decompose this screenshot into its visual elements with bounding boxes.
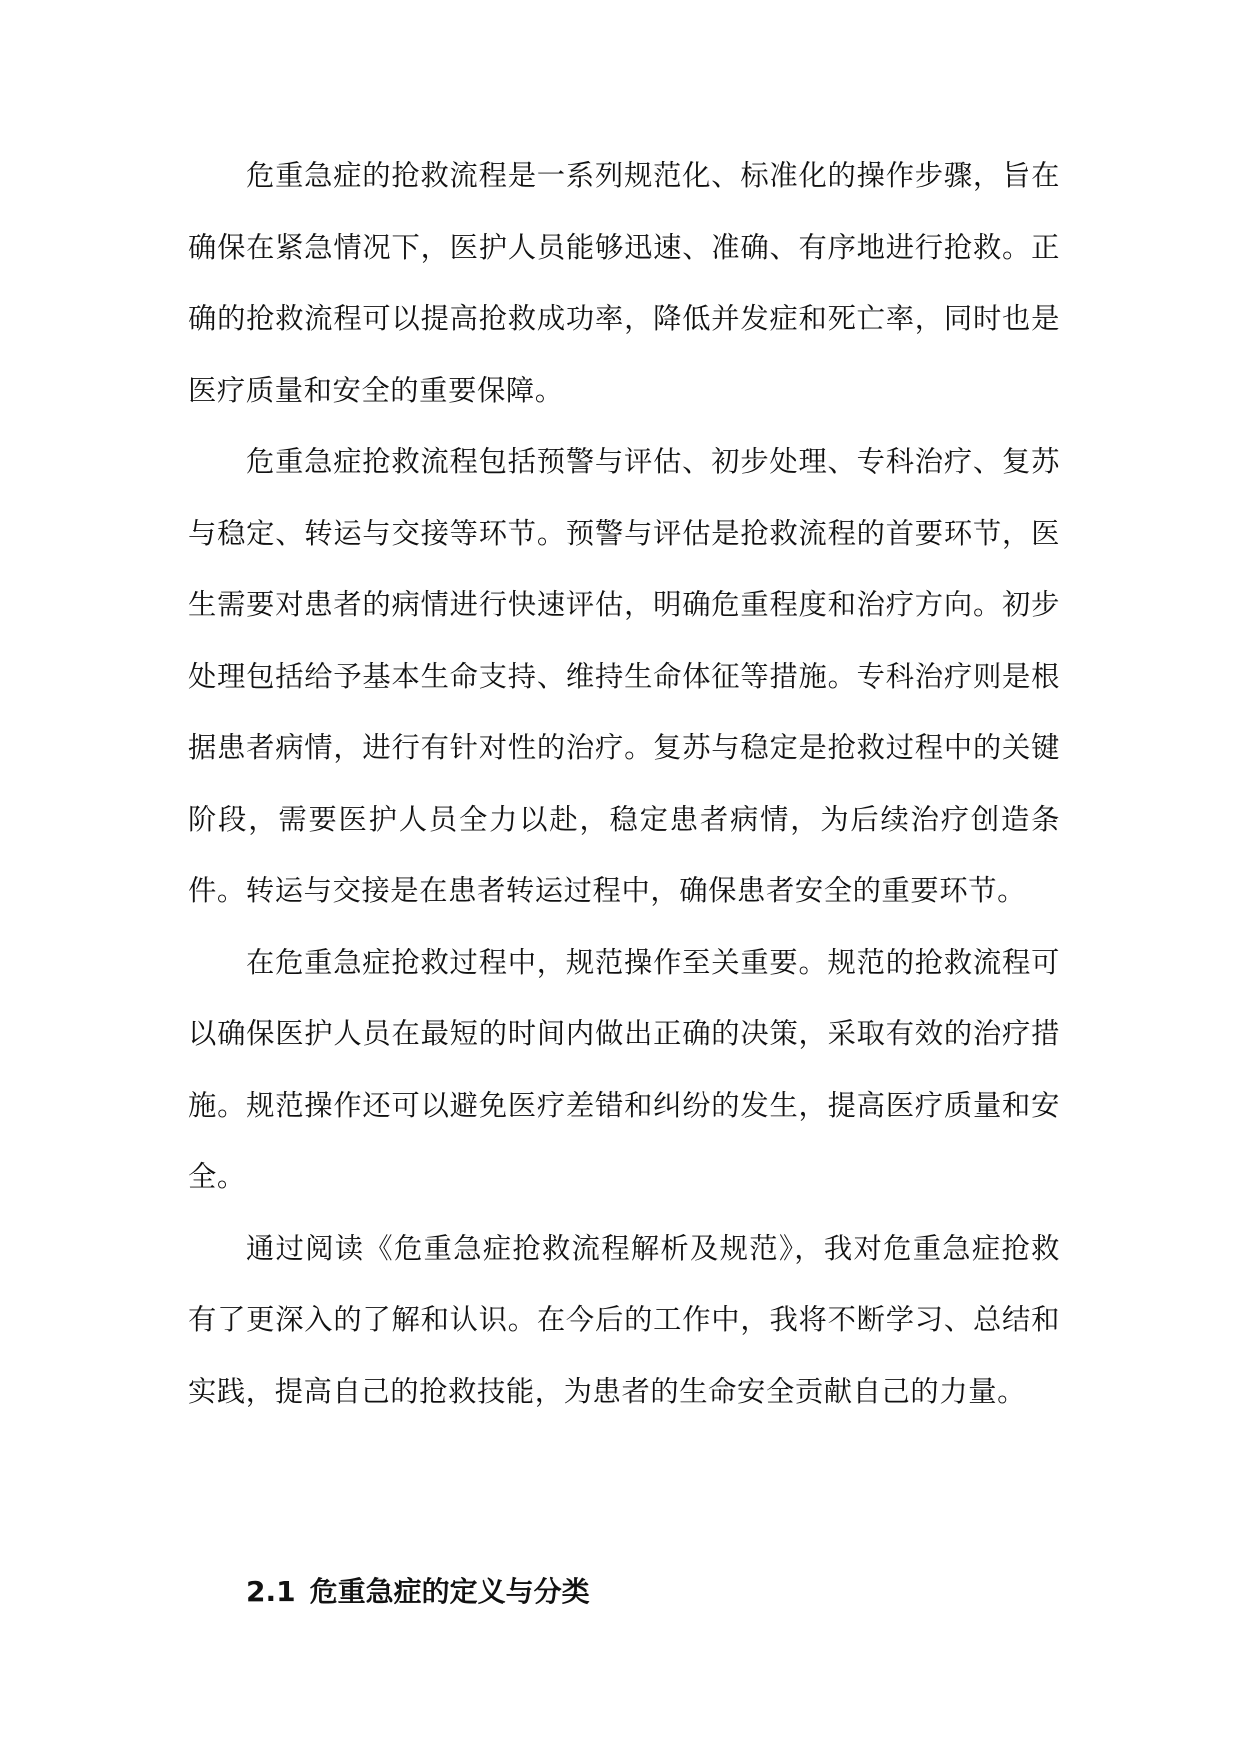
paragraph-4: 通过阅读《危重急症抢救流程解析及规范》，我对危重急症抢救有了更深入的了解和认识。在今后的工作中，我将不断学习、总结和实践，提高自己的抢救技能，为患者的生命安全贡献自己的力量。 [188,1231,1060,1408]
section-heading [246,1574,590,1610]
paragraph-1: 危重急症的抢救流程是一系列规范化、标准化的操作步骤，旨在确保在紧急情况下，医护人员能够迅速、准确、有序地进行抢救。正确的抢救流程可以提高抢救成功率，降低并发症和死亡率，同时也是医疗质量和安全的重要保障。 [188,159,1060,407]
paragraph-3: 在危重急症抢救过程中，规范操作至关重要。规范的抢救流程可以确保医护人员在最短的时间内做出正确的决策，采取有效的治疗措施。规范操作还可以避免医疗差错和纠纷的发生，提高医疗质量和安全。 [188,945,1060,1193]
section-number: 2.1 [246,1575,296,1608]
document-body [188,140,1060,1427]
paragraph-2: 危重急症抢救流程包括预警与评估、初步处理、专科治疗、复苏与稳定、转运与交接等环节。预警与评估是抢救流程的首要环节，医生需要对患者的病情进行快速评估，明确危重程度和治疗方向。初步处理包括给予基本生命支持、维持生命体征等措施。专科治疗则是根据患者病情，进行有针对性的治疗。复苏与稳定是抢救过程中的关键阶段，需要医护人员全力以赴，稳定患者病情，为后续治疗创造条件。转运与交接是在患者转运过程中，确保患者安全的重要环节。 [188,445,1060,907]
section-title: 危重急症的定义与分类 [309,1575,590,1608]
